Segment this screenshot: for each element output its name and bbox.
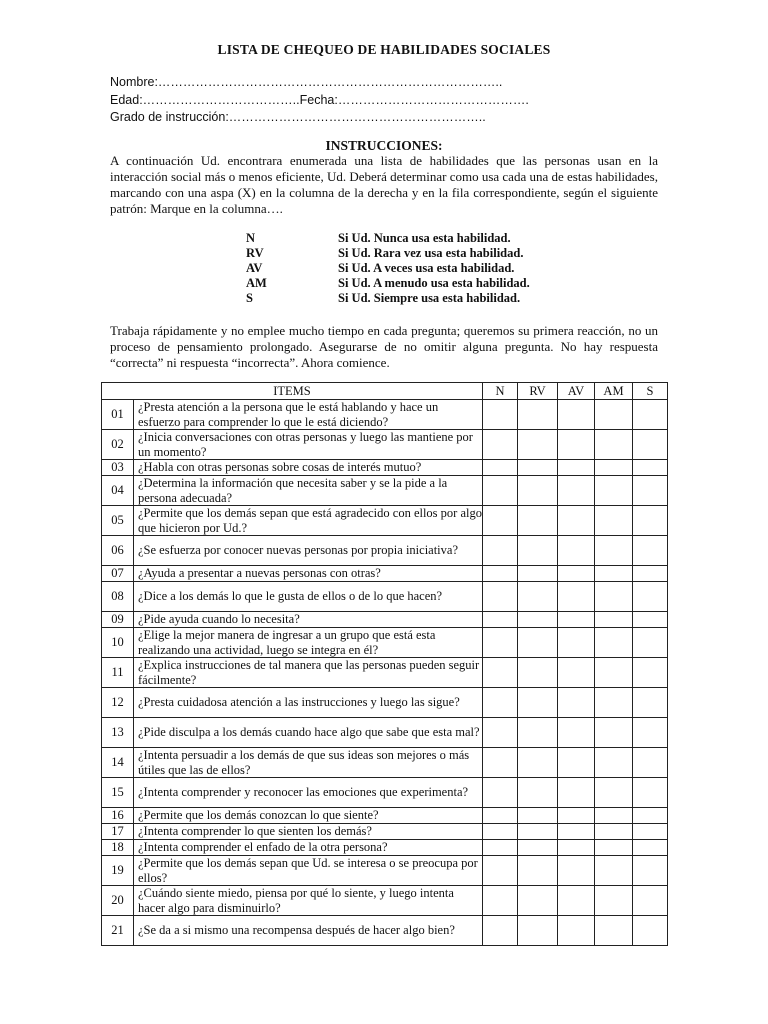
legend-code: AV <box>246 261 263 275</box>
answer-cell-n[interactable] <box>483 476 518 506</box>
answer-cell-av[interactable] <box>558 658 595 688</box>
answer-cell-am[interactable] <box>595 748 633 778</box>
item-number: 12 <box>102 688 134 718</box>
legend-code: RV <box>246 246 264 260</box>
answer-cell-am[interactable] <box>595 628 633 658</box>
answer-cell-n[interactable] <box>483 612 518 628</box>
answer-cell-av[interactable] <box>558 612 595 628</box>
answer-cell-s[interactable] <box>633 628 668 658</box>
answer-cell-av[interactable] <box>558 476 595 506</box>
legend-text: Si Ud. A veces usa esta habilidad. <box>338 261 515 275</box>
answer-cell-am[interactable] <box>595 400 633 430</box>
item-number: 06 <box>102 536 134 566</box>
answer-cell-av[interactable] <box>558 808 595 824</box>
table-row <box>102 612 668 628</box>
answer-cell-rv[interactable] <box>518 856 558 886</box>
answer-cell-av[interactable] <box>558 840 595 856</box>
answer-cell-am[interactable] <box>595 582 633 612</box>
legend <box>246 231 530 306</box>
answer-cell-s[interactable] <box>633 476 668 506</box>
header-av: AV <box>558 383 595 400</box>
answer-cell-s[interactable] <box>633 400 668 430</box>
item-number: 16 <box>102 808 134 824</box>
answer-cell-s[interactable] <box>633 566 668 582</box>
answer-cell-s[interactable] <box>633 856 668 886</box>
answer-cell-n[interactable] <box>483 824 518 840</box>
answer-cell-n[interactable] <box>483 506 518 536</box>
item-question: ¿Explica instrucciones de tal manera que las personas pueden seguir fácilmente? <box>134 658 483 688</box>
header-am: AM <box>595 383 633 400</box>
answer-cell-rv[interactable] <box>518 400 558 430</box>
answer-cell-am[interactable] <box>595 506 633 536</box>
answer-cell-am[interactable] <box>595 536 633 566</box>
answer-cell-am[interactable] <box>595 430 633 460</box>
table-row <box>102 778 668 808</box>
legend-row <box>246 231 530 246</box>
item-question: ¿Se esfuerza por conocer nuevas personas por propia iniciativa? <box>134 536 483 566</box>
answer-cell-n[interactable] <box>483 856 518 886</box>
item-number: 01 <box>102 400 134 430</box>
answer-cell-rv[interactable] <box>518 612 558 628</box>
answer-cell-s[interactable] <box>633 688 668 718</box>
item-number: 15 <box>102 778 134 808</box>
item-number: 03 <box>102 460 134 476</box>
table-row <box>102 748 668 778</box>
table-row <box>102 840 668 856</box>
answer-cell-rv[interactable] <box>518 536 558 566</box>
answer-cell-av[interactable] <box>558 886 595 916</box>
answer-cell-s[interactable] <box>633 748 668 778</box>
header-n: N <box>483 383 518 400</box>
table-row <box>102 916 668 946</box>
skills-checklist-table <box>101 382 668 946</box>
table-row <box>102 476 668 506</box>
answer-cell-am[interactable] <box>595 566 633 582</box>
header-rv: RV <box>518 383 558 400</box>
table-row <box>102 718 668 748</box>
answer-cell-n[interactable] <box>483 718 518 748</box>
legend-row <box>246 276 530 291</box>
item-number: 09 <box>102 612 134 628</box>
item-question: ¿Cuándo siente miedo, piensa por qué lo siente, y luego intenta hacer algo para disminuirlo? <box>134 886 483 916</box>
table-row <box>102 430 668 460</box>
item-number: 02 <box>102 430 134 460</box>
item-question: ¿Pide disculpa a los demás cuando hace algo que sabe que esta mal? <box>134 718 483 748</box>
answer-cell-rv[interactable] <box>518 808 558 824</box>
answer-cell-n[interactable] <box>483 566 518 582</box>
item-question: ¿Presta atención a la persona que le está hablando y hace un esfuerzo para comprender lo que le está diciendo? <box>134 400 483 430</box>
answer-cell-rv[interactable] <box>518 840 558 856</box>
answer-cell-am[interactable] <box>595 778 633 808</box>
answer-cell-am[interactable] <box>595 856 633 886</box>
item-number: 19 <box>102 856 134 886</box>
grado-field: Grado de instrucción:…………………………………………………….. <box>110 110 486 124</box>
answer-cell-av[interactable] <box>558 856 595 886</box>
answer-cell-rv[interactable] <box>518 476 558 506</box>
answer-cell-s[interactable] <box>633 430 668 460</box>
answer-cell-av[interactable] <box>558 748 595 778</box>
item-number: 17 <box>102 824 134 840</box>
answer-cell-n[interactable] <box>483 886 518 916</box>
legend-code: N <box>246 231 256 245</box>
answer-cell-am[interactable] <box>595 840 633 856</box>
answer-cell-av[interactable] <box>558 778 595 808</box>
answer-cell-av[interactable] <box>558 628 595 658</box>
legend-text: Si Ud. A menudo usa esta habilidad. <box>338 276 530 290</box>
answer-cell-av[interactable] <box>558 460 595 476</box>
answer-cell-n[interactable] <box>483 400 518 430</box>
answer-cell-s[interactable] <box>633 582 668 612</box>
answer-cell-rv[interactable] <box>518 748 558 778</box>
legend-code: S <box>246 291 253 305</box>
answer-cell-av[interactable] <box>558 688 595 718</box>
answer-cell-s[interactable] <box>633 506 668 536</box>
answer-cell-av[interactable] <box>558 582 595 612</box>
answer-cell-rv[interactable] <box>518 886 558 916</box>
table-row <box>102 688 668 718</box>
table-row <box>102 536 668 566</box>
item-question: ¿Determina la información que necesita saber y se la pide a la persona adecuada? <box>134 476 483 506</box>
answer-cell-n[interactable] <box>483 778 518 808</box>
answer-cell-av[interactable] <box>558 824 595 840</box>
item-number: 05 <box>102 506 134 536</box>
table-row <box>102 628 668 658</box>
answer-cell-am[interactable] <box>595 808 633 824</box>
answer-cell-n[interactable] <box>483 628 518 658</box>
answer-cell-n[interactable] <box>483 840 518 856</box>
item-question: ¿Presta cuidadosa atención a las instrucciones y luego las sigue? <box>134 688 483 718</box>
answer-cell-s[interactable] <box>633 778 668 808</box>
answer-cell-rv[interactable] <box>518 582 558 612</box>
answer-cell-s[interactable] <box>633 916 668 946</box>
answer-cell-n[interactable] <box>483 808 518 824</box>
document-title: LISTA DE CHEQUEO DE HABILIDADES SOCIALES <box>217 42 551 57</box>
answer-cell-n[interactable] <box>483 582 518 612</box>
answer-cell-n[interactable] <box>483 688 518 718</box>
item-number: 21 <box>102 916 134 946</box>
answer-cell-av[interactable] <box>558 430 595 460</box>
legend-row <box>246 246 530 261</box>
answer-cell-s[interactable] <box>633 658 668 688</box>
answer-cell-n[interactable] <box>483 536 518 566</box>
item-question: ¿Se da a si mismo una recompensa después de hacer algo bien? <box>134 916 483 946</box>
answer-cell-rv[interactable] <box>518 718 558 748</box>
answer-cell-am[interactable] <box>595 688 633 718</box>
answer-cell-am[interactable] <box>595 886 633 916</box>
instructions-heading: INSTRUCCIONES: <box>325 138 443 153</box>
answer-cell-am[interactable] <box>595 718 633 748</box>
answer-cell-rv[interactable] <box>518 566 558 582</box>
answer-cell-rv[interactable] <box>518 658 558 688</box>
table-row <box>102 566 668 582</box>
legend-text: Si Ud. Siempre usa esta habilidad. <box>338 291 521 305</box>
nombre-field: Nombre:……………………………………………………………………….. <box>110 75 503 89</box>
table-row <box>102 400 668 430</box>
item-number: 13 <box>102 718 134 748</box>
item-number: 08 <box>102 582 134 612</box>
table-row <box>102 460 668 476</box>
legend-code: AM <box>246 276 267 290</box>
edad-fecha-field: Edad:………………………………..Fecha:………………………………………. <box>110 93 529 107</box>
answer-cell-am[interactable] <box>595 460 633 476</box>
answer-cell-rv[interactable] <box>518 688 558 718</box>
legend-text: Si Ud. Nunca usa esta habilidad. <box>338 231 511 245</box>
table-row <box>102 886 668 916</box>
item-question: ¿Ayuda a presentar a nuevas personas con otras? <box>134 566 483 582</box>
table-row <box>102 824 668 840</box>
item-number: 10 <box>102 628 134 658</box>
answer-cell-s[interactable] <box>633 612 668 628</box>
answer-cell-av[interactable] <box>558 400 595 430</box>
answer-cell-rv[interactable] <box>518 460 558 476</box>
answer-cell-s[interactable] <box>633 886 668 916</box>
item-question: ¿Intenta comprender lo que sienten los demás? <box>134 824 483 840</box>
item-question: ¿Dice a los demás lo que le gusta de ellos o de lo que hacen? <box>134 582 483 612</box>
answer-cell-n[interactable] <box>483 916 518 946</box>
answer-cell-s[interactable] <box>633 824 668 840</box>
answer-cell-av[interactable] <box>558 566 595 582</box>
header-s: S <box>633 383 668 400</box>
instructions-intro: A continuación Ud. encontrara enumerada una lista de habilidades que las personas usan en la interacción social más o menos eficiente, Ud. Deberá determinar como usa cada una de estas habilidades, marcando con una aspa (X) en la columna de la derecha y en la fila correspondiente, según el siguiente patrón: Marque en la columna…. <box>110 153 658 216</box>
answer-cell-n[interactable] <box>483 430 518 460</box>
answer-cell-av[interactable] <box>558 916 595 946</box>
item-question: ¿Inicia conversaciones con otras personas y luego las mantiene por un momento? <box>134 430 483 460</box>
answer-cell-n[interactable] <box>483 658 518 688</box>
item-question: ¿Pide ayuda cuando lo necesita? <box>134 612 483 628</box>
item-question: ¿Permite que los demás sepan que está agradecido con ellos por algo que hicieron por Ud.? <box>134 506 483 536</box>
answer-cell-am[interactable] <box>595 658 633 688</box>
answer-cell-s[interactable] <box>633 718 668 748</box>
table-row <box>102 856 668 886</box>
item-question: ¿Habla con otras personas sobre cosas de interés mutuo? <box>134 460 483 476</box>
item-number: 04 <box>102 476 134 506</box>
answer-cell-n[interactable] <box>483 460 518 476</box>
table-row <box>102 658 668 688</box>
item-number: 18 <box>102 840 134 856</box>
answer-cell-am[interactable] <box>595 476 633 506</box>
answer-cell-rv[interactable] <box>518 824 558 840</box>
item-number: 20 <box>102 886 134 916</box>
legend-row <box>246 291 530 306</box>
legend-text: Si Ud. Rara vez usa esta habilidad. <box>338 246 524 260</box>
answer-cell-am[interactable] <box>595 612 633 628</box>
answer-cell-s[interactable] <box>633 808 668 824</box>
answer-cell-rv[interactable] <box>518 778 558 808</box>
table-row <box>102 582 668 612</box>
answer-cell-av[interactable] <box>558 536 595 566</box>
item-number: 07 <box>102 566 134 582</box>
answer-cell-rv[interactable] <box>518 916 558 946</box>
item-question: ¿Intenta persuadir a los demás de que sus ideas son mejores o más útiles que las de ellos? <box>134 748 483 778</box>
answer-cell-s[interactable] <box>633 536 668 566</box>
item-number: 14 <box>102 748 134 778</box>
answer-cell-am[interactable] <box>595 916 633 946</box>
item-question: ¿Permite que los demás sepan que Ud. se interesa o se preocupa por ellos? <box>134 856 483 886</box>
item-question: ¿Permite que los demás conozcan lo que siente? <box>134 808 483 824</box>
answer-cell-s[interactable] <box>633 840 668 856</box>
answer-cell-n[interactable] <box>483 748 518 778</box>
answer-cell-s[interactable] <box>633 460 668 476</box>
answer-cell-av[interactable] <box>558 506 595 536</box>
answer-cell-rv[interactable] <box>518 506 558 536</box>
answer-cell-av[interactable] <box>558 718 595 748</box>
table-row <box>102 506 668 536</box>
item-question: ¿Elige la mejor manera de ingresar a un grupo que está esta realizando una actividad, luego se integra en él? <box>134 628 483 658</box>
answer-cell-am[interactable] <box>595 824 633 840</box>
table-row <box>102 808 668 824</box>
table-header-row <box>102 383 668 400</box>
instructions-closing: Trabaja rápidamente y no emplee mucho tiempo en cada pregunta; queremos su primera reacción, no un proceso de pensamiento prolongado. Asegurarse de no omitir alguna pregunta. No hay respuesta “correcta” ni respuesta “incorrecta”. Ahora comience. <box>110 323 658 370</box>
item-question: ¿Intenta comprender el enfado de la otra persona? <box>134 840 483 856</box>
legend-row <box>246 261 530 276</box>
header-items: ITEMS <box>102 383 483 400</box>
answer-cell-rv[interactable] <box>518 430 558 460</box>
answer-cell-rv[interactable] <box>518 628 558 658</box>
item-number: 11 <box>102 658 134 688</box>
item-question: ¿Intenta comprender y reconocer las emociones que experimenta? <box>134 778 483 808</box>
